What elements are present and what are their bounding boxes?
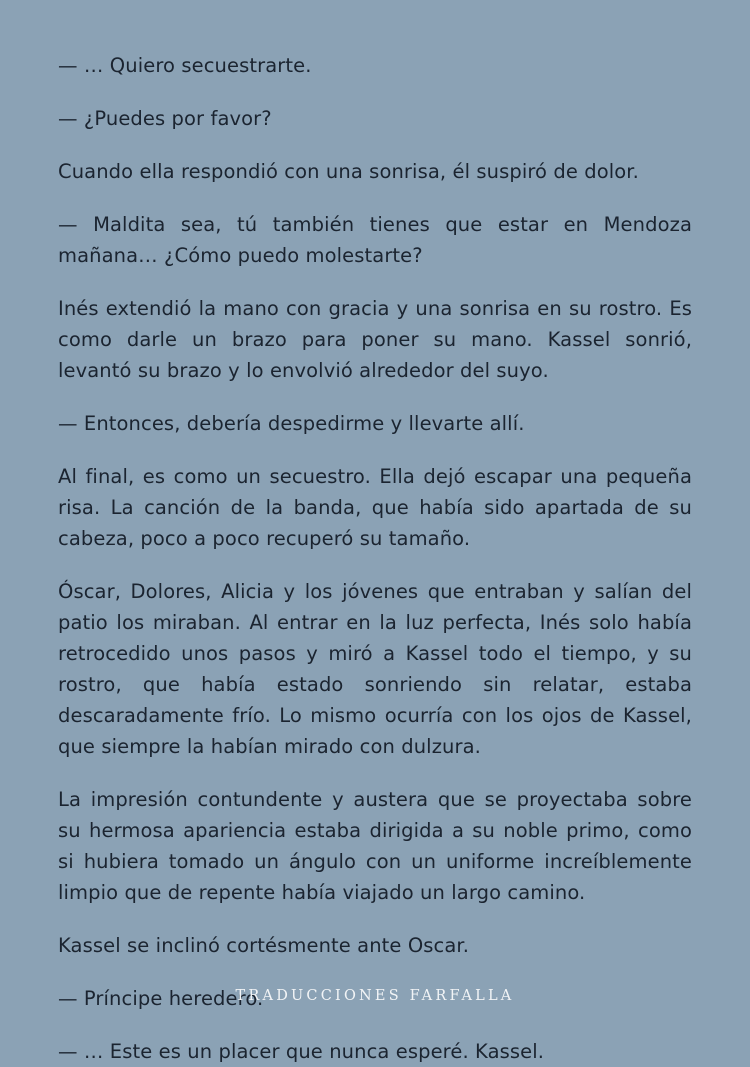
paragraph: La impresión contundente y austera que se proyectaba sobre su hermosa apariencia estaba dirigida a su noble primo, como si hubiera tomado un ángulo con un uniforme increíblemente limpio que de repente había viajado un largo camino. [58,788,692,904]
footer-watermark: TRADUCCIONES FARFALLA [235,988,515,1004]
paragraph: Al final, es como un secuestro. Ella dejó escapar una pequeña risa. La canción de la banda, que había sido apartada de su cabeza, poco a poco recuperó su tamaño. [58,465,692,550]
paragraph: — ¿Puedes por favor? [58,107,272,130]
paragraph: Inés extendió la mano con gracia y una sonrisa en su rostro. Es como darle un brazo para poner su mano. Kassel sonrió, levantó su brazo y lo envolvió alrededor del suyo. [58,297,692,382]
paragraph: Óscar, Dolores, Alicia y los jóvenes que entraban y salían del patio los miraban. Al entrar en la luz perfecta, Inés solo había retrocedido unos pasos y miró a Kassel todo el tiempo, y su rostro, que había estado sonriendo sin relatar, estaba descaradamente frío. Lo mismo ocurría con los ojos de Kassel, que siempre la habían mirado con dulzura. [58,580,692,758]
body-text [58,50,692,1067]
paragraph: — Maldita sea, tú también tienes que estar en Mendoza mañana… ¿Cómo puedo molestarte? [58,213,692,267]
paragraph: Kassel se inclinó cortésmente ante Oscar. [58,934,470,957]
paragraph: Cuando ella respondió con una sonrisa, él suspiró de dolor. [58,160,639,183]
paragraph: — Entonces, debería despedirme y llevarte allí. [58,412,525,435]
paragraph: — Príncipe heredero. [58,987,264,1010]
paragraph: — … Este es un placer que nunca esperé. Kassel. [58,1040,545,1063]
paragraph: — … Quiero secuestrarte. [58,54,312,77]
